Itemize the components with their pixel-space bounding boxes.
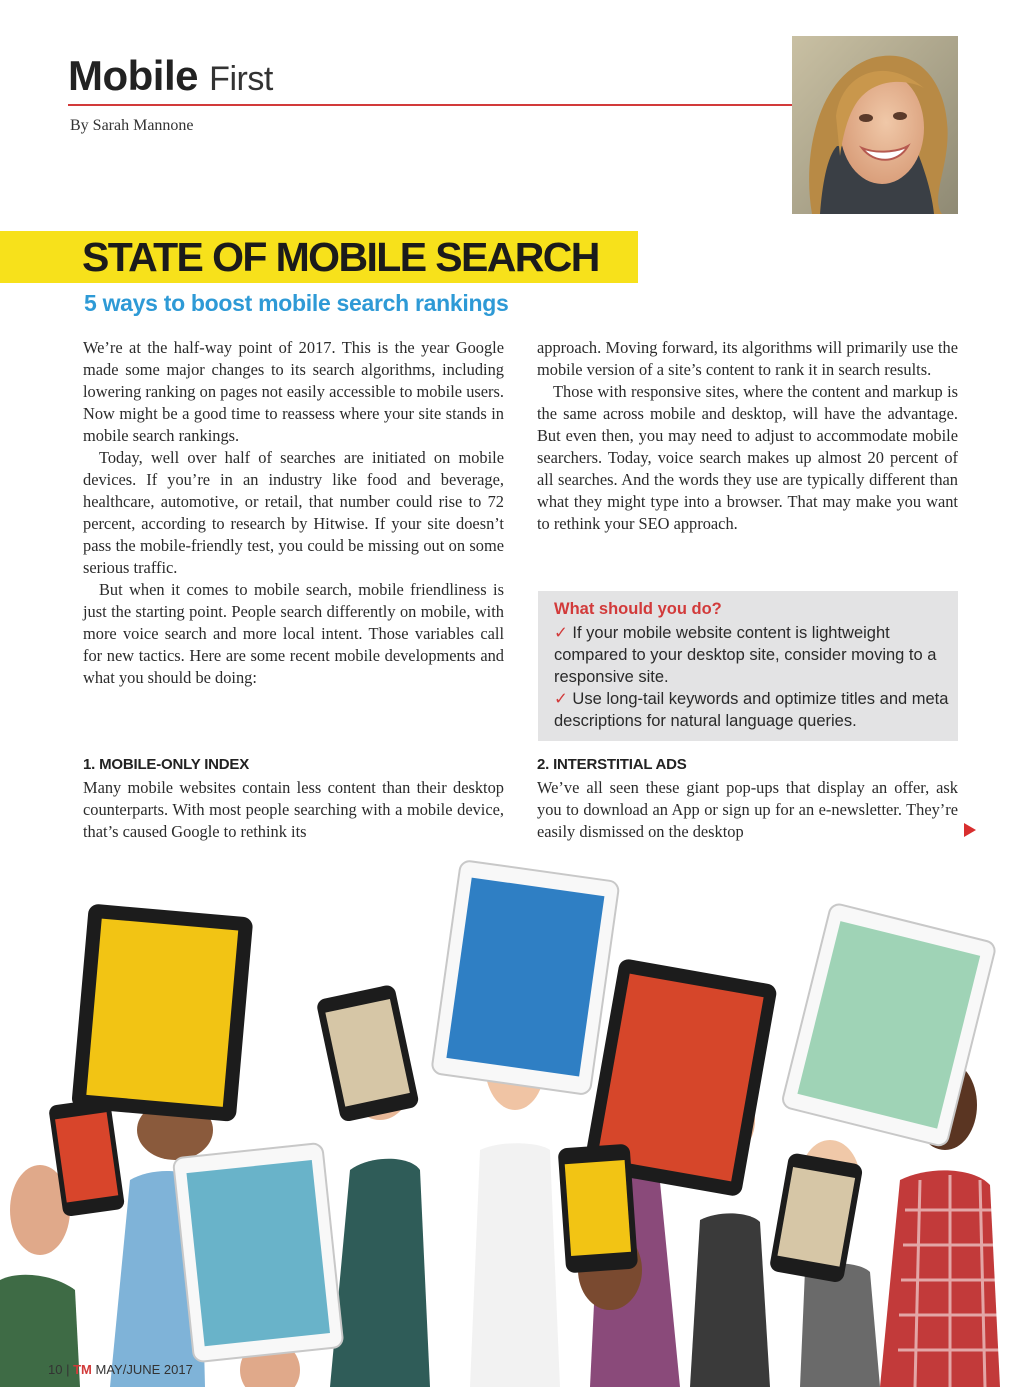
magazine-brand: TM bbox=[73, 1362, 92, 1377]
byline: By Sarah Mannone bbox=[70, 117, 194, 134]
section-body: Many mobile websites contain less content than their desktop counterparts. With most people searching with a mobile device, that’s caused Google to rethink its bbox=[83, 778, 504, 841]
article-subheadline: 5 ways to boost mobile search rankings bbox=[84, 290, 509, 316]
hands-holding-devices-illustration bbox=[0, 850, 1024, 1387]
left-column bbox=[83, 337, 504, 689]
issue-date: MAY/JUNE 2017 bbox=[95, 1362, 193, 1377]
sidebar-tip bbox=[554, 622, 949, 688]
article-headline: STATE OF MOBILE SEARCH bbox=[82, 234, 599, 280]
column-name-light: First bbox=[209, 60, 273, 98]
body-paragraph: We’re at the half-way point of 2017. This is the year Google made some major changes to its search algorithms, including lowering ranking on pages not easily accessible to mobile users. Now might be a good time to reassess where your site stands in mobile search rankings. bbox=[83, 338, 504, 445]
section-heading: 1. MOBILE-ONLY INDEX bbox=[83, 756, 250, 773]
column-name-bold: Mobile bbox=[68, 52, 198, 99]
page-number: 10 bbox=[48, 1362, 63, 1377]
author-photo bbox=[792, 36, 958, 214]
section-body: We’ve all seen these giant pop-ups that display an offer, ask you to download an App or sign up for an e-newsletter. They’re easily dismissed on the desktop bbox=[537, 778, 958, 841]
body-paragraph: approach. Moving forward, its algorithms will primarily use the mobile version of a site’s content to rank it in search results. bbox=[537, 338, 958, 379]
continue-arrow-icon bbox=[964, 823, 976, 837]
right-column bbox=[537, 337, 958, 535]
sidebar-tip bbox=[554, 688, 949, 732]
body-paragraph: Those with responsive sites, where the content and markup is the same across mobile and desktop, will have the advantage. But even then, you may need to adjust to accommodate mobile searchers. Today, voice search makes up almost 20 percent of all searches. And the words they use are typically different than what they might type into a browser. That may make you want to rethink your SEO approach. bbox=[537, 382, 958, 533]
tip-text: Use long-tail keywords and optimize titles and meta descriptions for natural language queries. bbox=[554, 690, 949, 730]
footer-separator: | bbox=[66, 1362, 70, 1377]
section-heading: 2. INTERSTITIAL ADS bbox=[537, 756, 687, 773]
tip-text: If your mobile website content is lightweight compared to your desktop site, consider moving to a responsive site. bbox=[554, 624, 937, 686]
column-name bbox=[68, 52, 273, 100]
sidebar-heading: What should you do? bbox=[554, 600, 722, 618]
checkmark-icon: ✓ bbox=[554, 624, 568, 642]
page-footer bbox=[48, 1362, 193, 1377]
checkmark-icon: ✓ bbox=[554, 690, 568, 708]
body-paragraph: But when it comes to mobile search, mobile friendliness is just the starting point. People search differently on mobile, with more voice search and more local intent. Those variables call for new tactics. Here are some recent mobile developments and what you should be doing: bbox=[83, 580, 504, 687]
header-rule bbox=[68, 104, 794, 106]
body-paragraph: Today, well over half of searches are initiated on mobile devices. If you’re in an industry like food and beverage, healthcare, automotive, or retail, that number could rise to 72 percent, according to research by Hitwise. If your site doesn’t pass the mobile-friendly test, you could be missing out on some serious traffic. bbox=[83, 448, 504, 577]
